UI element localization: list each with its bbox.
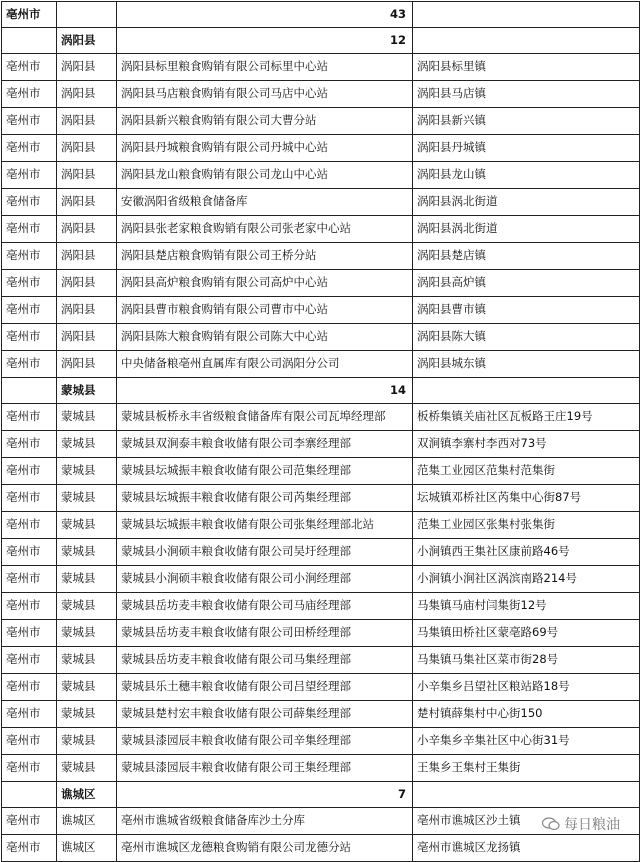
- station-name-cell: 蒙城县小涧硕丰粮食收储有限公司小涧经理部: [117, 566, 413, 593]
- table-row: [2, 243, 640, 270]
- county-cell: 涡阳县: [57, 270, 117, 297]
- table-row: [2, 108, 640, 135]
- city-cell: 亳州市: [2, 270, 57, 297]
- address-cell: 涡阳县陈大镇: [413, 324, 640, 351]
- empty-cell: [413, 2, 640, 28]
- station-name-cell: 蒙城县坛城振丰粮食收储有限公司芮集经理部: [117, 485, 413, 512]
- station-name-cell: 蒙城县坛城振丰粮食收储有限公司张集经理部北站: [117, 512, 413, 539]
- city-cell: 亳州市: [2, 485, 57, 512]
- table-row: [2, 755, 640, 782]
- county-cell: 蒙城县: [57, 647, 117, 674]
- county-cell: 蒙城县: [57, 701, 117, 728]
- address-cell: 涡阳县标里镇: [413, 54, 640, 81]
- address-cell: 涡阳县高炉镇: [413, 270, 640, 297]
- station-name-cell: 涡阳县楚店粮食购销有限公司王桥分站: [117, 243, 413, 270]
- county-cell: 蒙城县: [57, 674, 117, 701]
- city-total-row: [2, 2, 640, 28]
- county-cell: 蒙城县: [57, 431, 117, 458]
- table-row: [2, 81, 640, 108]
- city-cell: 亳州市: [2, 701, 57, 728]
- county-cell: 蒙城县: [57, 728, 117, 755]
- county-cell: 涡阳县: [57, 324, 117, 351]
- station-name-cell: 涡阳县张老家粮食购销有限公司张老家中心站: [117, 216, 413, 243]
- station-name-cell: 蒙城县漆园辰丰粮食收储有限公司王集经理部: [117, 755, 413, 782]
- city-cell: 亳州市: [2, 135, 57, 162]
- city-cell: 亳州市: [2, 566, 57, 593]
- address-cell: 涡阳县涡北街道: [413, 216, 640, 243]
- watermark: [540, 814, 622, 834]
- table-row: [2, 593, 640, 620]
- station-name-cell: 蒙城县板桥永丰省级粮食储备库有限公司瓦埠经理部: [117, 404, 413, 431]
- table-row: [2, 566, 640, 593]
- county-count: 7: [117, 782, 413, 808]
- city-cell: 亳州市: [2, 755, 57, 782]
- empty-cell: [2, 28, 57, 54]
- county-name: 涡阳县: [57, 28, 117, 54]
- county-cell: 蒙城县: [57, 566, 117, 593]
- city-cell: 亳州市: [2, 108, 57, 135]
- city-cell: 亳州市: [2, 243, 57, 270]
- station-name-cell: 蒙城县楚村宏丰粮食收储有限公司薛集经理部: [117, 701, 413, 728]
- table-row: [2, 404, 640, 431]
- address-cell: 小辛集乡辛集社区中心街31号: [413, 728, 640, 755]
- city-cell: 亳州市: [2, 512, 57, 539]
- station-name-cell: 亳州市谯城区龙德粮食购销有限公司龙德分站: [117, 835, 413, 862]
- station-name-cell: 涡阳县曹市粮食购销有限公司曹市中心站: [117, 297, 413, 324]
- county-count: 12: [117, 28, 413, 54]
- county-cell: 涡阳县: [57, 135, 117, 162]
- address-cell: 板桥集镇关庙社区瓦板路王庄19号: [413, 404, 640, 431]
- county-cell: 涡阳县: [57, 189, 117, 216]
- table-row: [2, 297, 640, 324]
- city-total: 43: [117, 2, 413, 28]
- city-cell: 亳州市: [2, 808, 57, 835]
- table-row: [2, 458, 640, 485]
- city-cell: 亳州市: [2, 674, 57, 701]
- table-row: [2, 431, 640, 458]
- city-cell: 亳州市: [2, 458, 57, 485]
- county-cell: 蒙城县: [57, 485, 117, 512]
- address-cell: 涡阳县曹市镇: [413, 297, 640, 324]
- city-cell: 亳州市: [2, 162, 57, 189]
- address-cell: 范集工业园区张集村张集街: [413, 512, 640, 539]
- empty-cell: [413, 782, 640, 808]
- table-row: [2, 728, 640, 755]
- table-row: [2, 620, 640, 647]
- wechat-bubble-icon: [542, 817, 560, 831]
- city-cell: 亳州市: [2, 539, 57, 566]
- county-name: 谯城区: [57, 782, 117, 808]
- station-name-cell: 蒙城县乐土穗丰粮食收储有限公司吕望经理部: [117, 674, 413, 701]
- county-cell: 涡阳县: [57, 54, 117, 81]
- address-cell: 涡阳县丹城镇: [413, 135, 640, 162]
- address-cell: 楚村镇薛集村中心街150: [413, 701, 640, 728]
- station-name-cell: 安徽涡阳省级粮食储备库: [117, 189, 413, 216]
- station-name-cell: 涡阳县龙山粮食购销有限公司龙山中心站: [117, 162, 413, 189]
- county-cell: 涡阳县: [57, 243, 117, 270]
- station-name-cell: 中央储备粮亳州直属库有限公司涡阳分公司: [117, 351, 413, 378]
- address-cell: 坛城镇邓桥社区芮集中心街87号: [413, 485, 640, 512]
- grain-station-table: [1, 1, 640, 862]
- address-cell: 涡阳县新兴镇: [413, 108, 640, 135]
- station-name-cell: 涡阳县马店粮食购销有限公司马店中心站: [117, 81, 413, 108]
- station-name-cell: 亳州市谯城省级粮食储备库沙土分库: [117, 808, 413, 835]
- table-row: [2, 701, 640, 728]
- station-name-cell: 涡阳县高炉粮食购销有限公司高炉中心站: [117, 270, 413, 297]
- county-subtotal-row: [2, 28, 640, 54]
- table-row: [2, 485, 640, 512]
- watermark-text: 每日粮油: [564, 817, 620, 833]
- station-name-cell: 蒙城县漆园辰丰粮食收储有限公司辛集经理部: [117, 728, 413, 755]
- empty-cell: [2, 378, 57, 404]
- address-cell: 王集乡王集村王集街: [413, 755, 640, 782]
- county-subtotal-row: [2, 378, 640, 404]
- county-cell: 谯城区: [57, 808, 117, 835]
- table-row: [2, 189, 640, 216]
- address-cell: 范集工业园区范集村范集街: [413, 458, 640, 485]
- county-cell: 蒙城县: [57, 512, 117, 539]
- station-name-cell: 蒙城县双涧泰丰粮食收储有限公司李寨经理部: [117, 431, 413, 458]
- address-cell: 亳州市谯城区龙扬镇: [413, 835, 640, 862]
- address-cell: 亳州市谯城区沙土镇: [413, 808, 640, 835]
- address-cell: 小涧镇西王集社区康前路46号: [413, 539, 640, 566]
- county-cell: 蒙城县: [57, 404, 117, 431]
- city-cell: 亳州市: [2, 351, 57, 378]
- address-cell: 涡阳县楚店镇: [413, 243, 640, 270]
- table-row: [2, 135, 640, 162]
- county-count: 14: [117, 378, 413, 404]
- station-name-cell: 蒙城县坛城振丰粮食收储有限公司范集经理部: [117, 458, 413, 485]
- county-cell: 蒙城县: [57, 539, 117, 566]
- table-row: [2, 270, 640, 297]
- table-row: [2, 351, 640, 378]
- city-cell: 亳州市: [2, 297, 57, 324]
- address-cell: 双涧镇李寨村李西对73号: [413, 431, 640, 458]
- county-cell: 涡阳县: [57, 162, 117, 189]
- county-cell: 涡阳县: [57, 351, 117, 378]
- table-row: [2, 216, 640, 243]
- station-name-cell: 蒙城县小涧硕丰粮食收储有限公司吴圩经理部: [117, 539, 413, 566]
- table-row: [2, 647, 640, 674]
- table-row: [2, 835, 640, 862]
- county-name: 蒙城县: [57, 378, 117, 404]
- city-cell: 亳州市: [2, 216, 57, 243]
- address-cell: 马集镇马集社区菜市街28号: [413, 647, 640, 674]
- empty-cell: [2, 782, 57, 808]
- address-cell: 涡阳县龙山镇: [413, 162, 640, 189]
- address-cell: 涡阳县涡北街道: [413, 189, 640, 216]
- city-cell: 亳州市: [2, 54, 57, 81]
- county-cell: 谯城区: [57, 835, 117, 862]
- address-cell: 小涧镇小涧社区涡滨南路214号: [413, 566, 640, 593]
- station-name-cell: 涡阳县标里粮食购销有限公司标里中心站: [117, 54, 413, 81]
- address-cell: 涡阳县马店镇: [413, 81, 640, 108]
- city-cell: 亳州市: [2, 189, 57, 216]
- city-cell: 亳州市: [2, 404, 57, 431]
- table-row: [2, 324, 640, 351]
- station-name-cell: 涡阳县新兴粮食购销有限公司大曹分站: [117, 108, 413, 135]
- table-row: [2, 54, 640, 81]
- station-name-cell: 涡阳县丹城粮食购销有限公司丹城中心站: [117, 135, 413, 162]
- address-cell: 涡阳县城东镇: [413, 351, 640, 378]
- city-cell: 亳州市: [2, 620, 57, 647]
- station-name-cell: 蒙城县岳坊麦丰粮食收储有限公司田桥经理部: [117, 620, 413, 647]
- city-cell: 亳州市: [2, 647, 57, 674]
- station-name-cell: 涡阳县陈大粮食购销有限公司陈大中心站: [117, 324, 413, 351]
- county-subtotal-row: [2, 782, 640, 808]
- table-row: [2, 512, 640, 539]
- county-cell: 蒙城县: [57, 458, 117, 485]
- station-name-cell: 蒙城县岳坊麦丰粮食收储有限公司马集经理部: [117, 647, 413, 674]
- table-body: [2, 2, 640, 862]
- city-cell: 亳州市: [2, 431, 57, 458]
- county-cell: 蒙城县: [57, 593, 117, 620]
- address-cell: 马集镇马庙村闫集街12号: [413, 593, 640, 620]
- empty-cell: [413, 378, 640, 404]
- city-name: 亳州市: [2, 2, 57, 28]
- county-cell: 蒙城县: [57, 755, 117, 782]
- county-cell: 涡阳县: [57, 216, 117, 243]
- empty-cell: [57, 2, 117, 28]
- station-name-cell: 蒙城县岳坊麦丰粮食收储有限公司马庙经理部: [117, 593, 413, 620]
- table-row: [2, 162, 640, 189]
- county-cell: 蒙城县: [57, 620, 117, 647]
- address-cell: 小辛集乡吕望社区粮站路18号: [413, 674, 640, 701]
- city-cell: 亳州市: [2, 728, 57, 755]
- city-cell: 亳州市: [2, 81, 57, 108]
- county-cell: 涡阳县: [57, 81, 117, 108]
- city-cell: 亳州市: [2, 593, 57, 620]
- table-row: [2, 539, 640, 566]
- table-row: [2, 674, 640, 701]
- county-cell: 涡阳县: [57, 108, 117, 135]
- city-cell: 亳州市: [2, 324, 57, 351]
- address-cell: 马集镇田桥社区蒙亳路69号: [413, 620, 640, 647]
- empty-cell: [413, 28, 640, 54]
- county-cell: 涡阳县: [57, 297, 117, 324]
- city-cell: 亳州市: [2, 835, 57, 862]
